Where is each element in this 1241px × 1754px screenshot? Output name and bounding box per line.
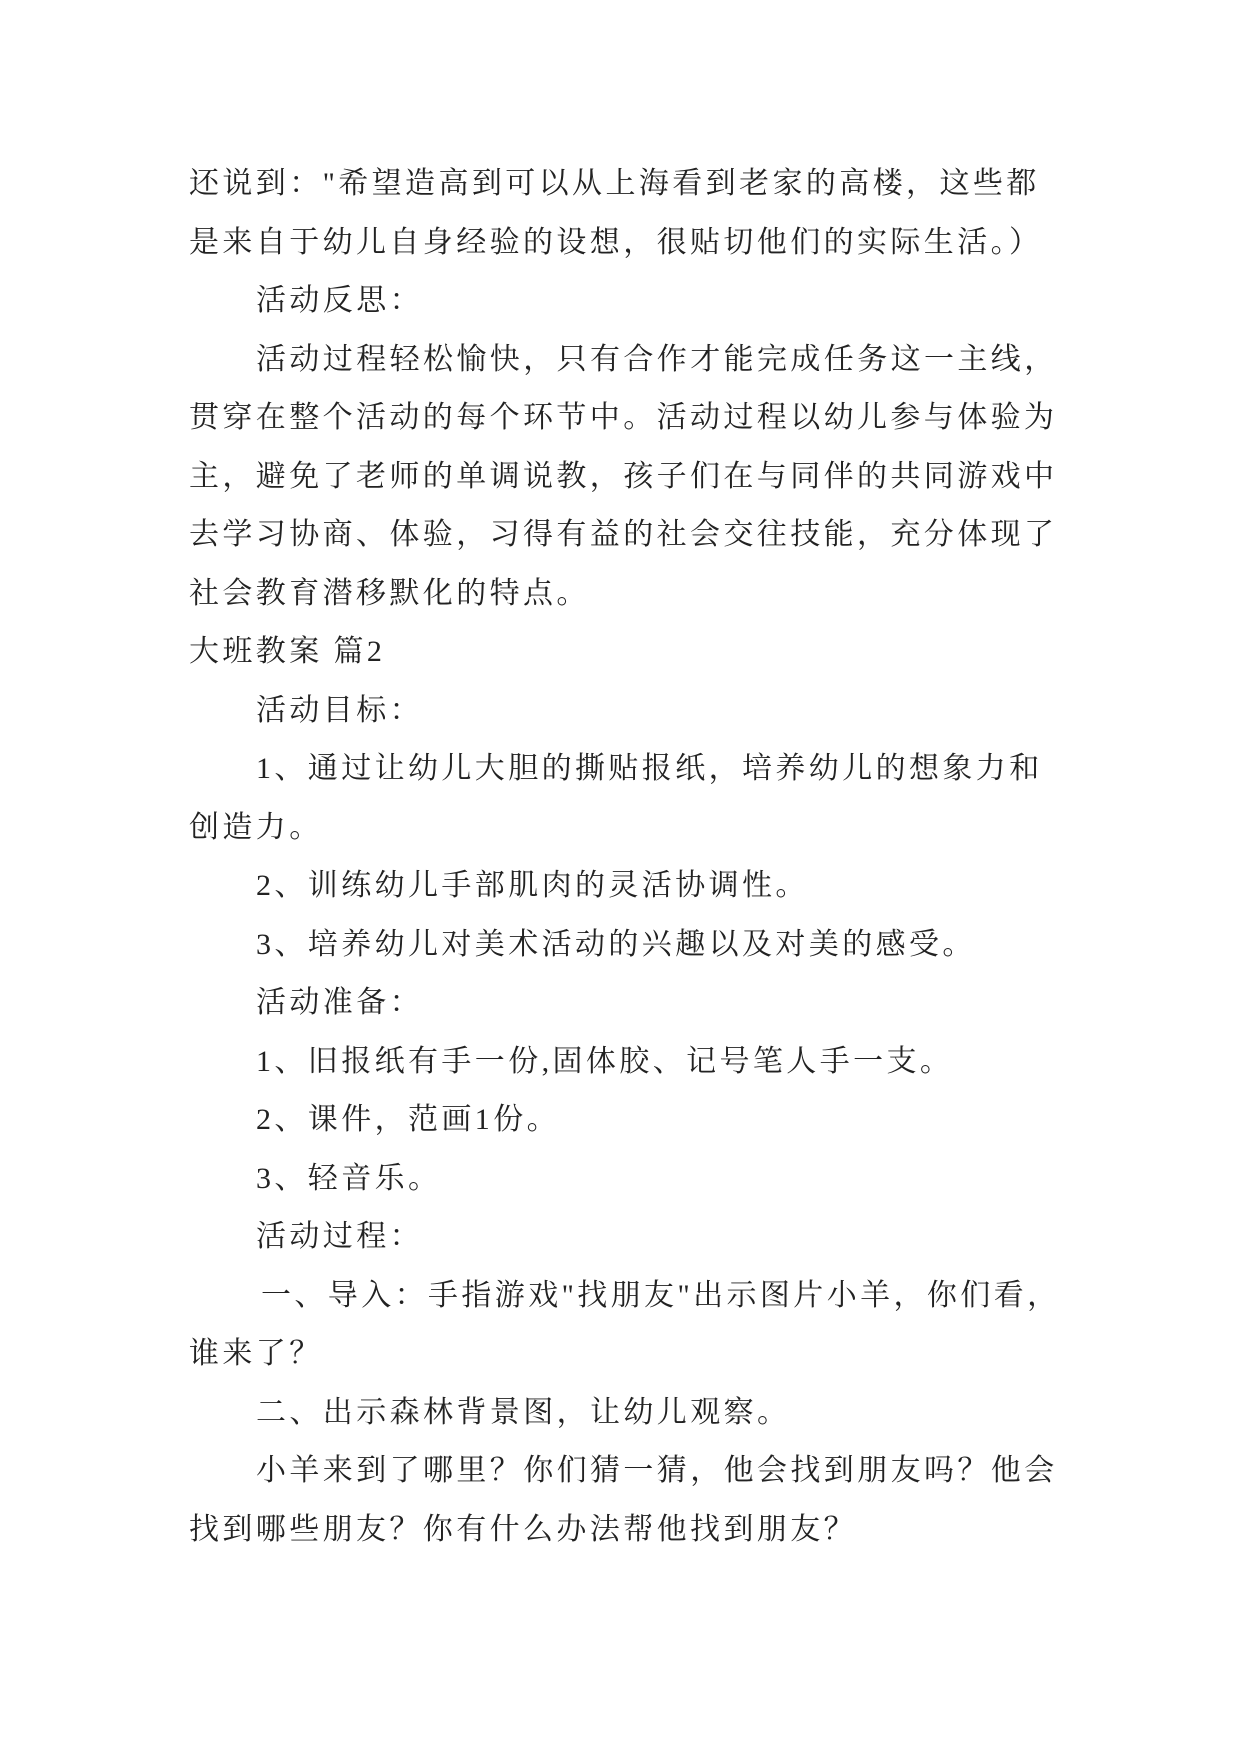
list-item: 3、培养幼儿对美术活动的兴趣以及对美的感受。 [256, 927, 976, 961]
document-body [189, 155, 1089, 1559]
text-line: 贯穿在整个活动的每个环节中。活动过程以幼儿参与体验为 [189, 401, 1058, 434]
subheading-reflection: 活动反思： [256, 284, 423, 317]
list-item: 2、训练幼儿手部肌肉的灵活协调性。 [256, 869, 809, 902]
list-item: 一、导入：手指游戏"找朋友"出示图片小羊，你们看， [261, 1278, 1061, 1312]
text-line: 还说到："希望造高到可以从上海看到老家的高楼，这些都 [189, 167, 1040, 200]
list-item: 3、轻音乐。 [256, 1161, 442, 1195]
subheading-process: 活动过程： [256, 1220, 423, 1253]
subheading-preparation: 活动准备： [256, 986, 423, 1019]
list-item: 1、旧报纸有手一份,固体胶、记号笔人手一支。 [256, 1044, 954, 1078]
text-line: 主，避免了老师的单调说教，孩子们在与同伴的共同游戏中 [189, 459, 1058, 493]
text-line: 去学习协商、体验，习得有益的社会交往技能，充分体现了 [189, 518, 1058, 551]
text-line: 创造力。 [189, 810, 323, 844]
list-item: 二、出示森林背景图，让幼儿观察。 [256, 1395, 791, 1429]
list-item: 2、课件，范画1份。 [256, 1103, 560, 1136]
text-line: 找到哪些朋友？你有什么办法帮他找到朋友？ [189, 1512, 857, 1546]
text-line: 活动过程轻松愉快，只有合作才能完成任务这一主线， [256, 342, 1058, 376]
section-heading: 大班教案 篇2 [189, 635, 386, 668]
text-line: 小羊来到了哪里？你们猜一猜，他会找到朋友吗？他会 [256, 1454, 1058, 1487]
subheading-goals: 活动目标： [256, 693, 423, 727]
text-line: 谁来了？ [189, 1337, 323, 1370]
text-line: 是来自于幼儿自身经验的设想，很贴切他们的实际生活。） [189, 225, 1043, 259]
text-line: 社会教育潜移默化的特点。 [189, 576, 590, 610]
list-item: 1、通过让幼儿大胆的撕贴报纸，培养幼儿的想象力和 [256, 752, 1043, 785]
